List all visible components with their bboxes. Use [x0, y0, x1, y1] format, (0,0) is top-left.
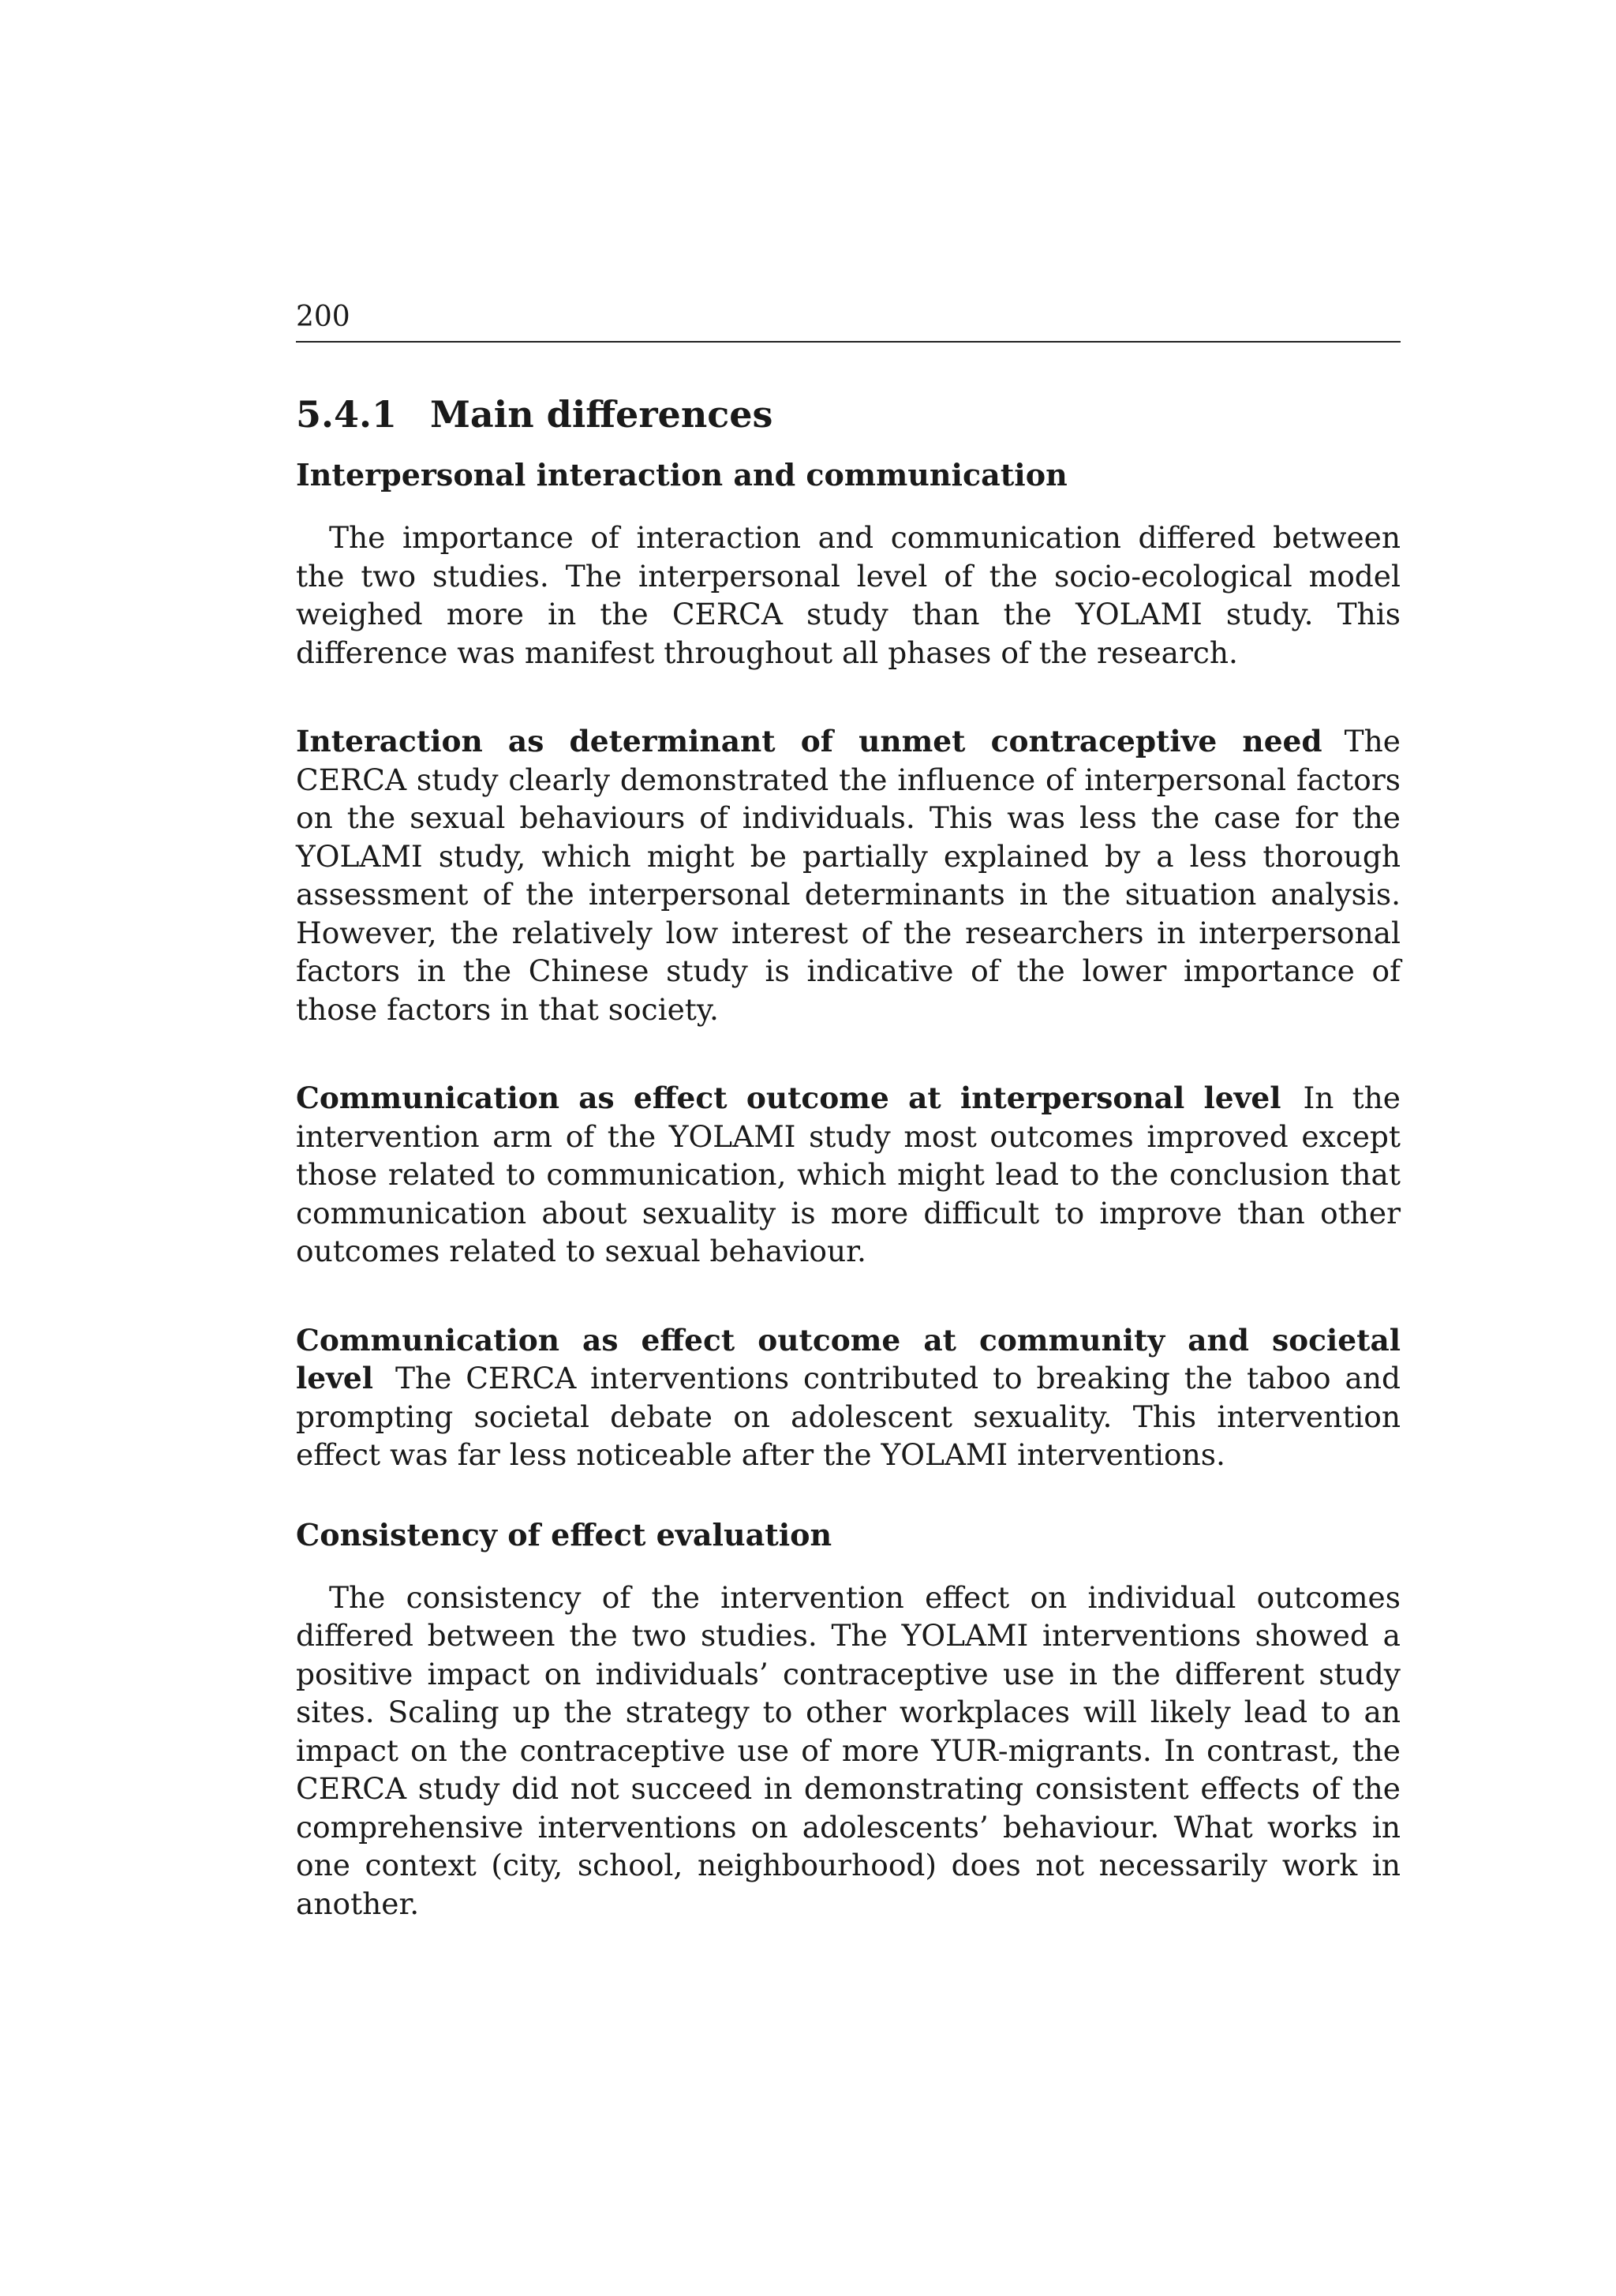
paragraph-text: The CERCA interventions contributed to breaking the taboo and prompting societal debate on adolescent sexuality. This intervention effect was far less noticeable after the YOLAMI interventions.: [296, 1361, 1401, 1472]
paragraph-unmet-need: [296, 722, 1401, 1028]
paragraph-heading: Communication as effect outcome at community and societal level: [296, 1322, 1401, 1395]
section-number: 5.4.1: [296, 393, 398, 436]
paragraph-consistency-intro: The consistency of the intervention effect on individual outcomes differed between the two studies. The YOLAMI interventions showed a positive impact on individuals’ contraceptive use in the different study sites. Scaling up the strategy to other workplaces will likely lead to an impact on the contraceptive use of more YUR-migrants. In contrast, the CERCA study did not succeed in demonstrating consistent effects of the comprehensive interventions on adolescents’ behaviour. What works in one context (city, school, neighbourhood) does not necessarily work in another.: [296, 1579, 1401, 1921]
section-heading: [296, 391, 1401, 438]
running-header: [296, 300, 1401, 343]
page-number: 200: [296, 301, 350, 333]
paragraph-heading: Interaction as determinant of unmet contraceptive need: [296, 724, 1322, 758]
paragraph-interaction-intro: The importance of interaction and communication differed between the two studies. The interpersonal level of the socio-ecological model weighed more in the CERCA study than the YOLAMI study. This difference was manifest throughout all phases of the research.: [296, 520, 1401, 670]
paragraph-text: In the intervention arm of the YOLAMI study most outcomes improved except those related to communication, which might lead to the conclusion that communication about sexuality is more difficult to improve than other outcomes related to sexual behaviour.: [296, 1081, 1401, 1268]
paragraph-interpersonal-outcome: [296, 1079, 1401, 1271]
paragraph-heading: Communication as effect outcome at interpersonal level: [296, 1081, 1281, 1115]
paragraph-community-outcome: [296, 1321, 1401, 1474]
paragraph-text: The CERCA study clearly demonstrated the influence of interpersonal factors on the sexual behaviours of individuals. This was less the case for the YOLAMI study, which might be partially explained by a less thorough assessment of the interpersonal determinants in the situation analysis. However, the relatively low interest of the researchers in interpersonal factors in the Chinese study is indicative of the lower importance of those factors in that society.: [296, 724, 1401, 1027]
section-title: Main differences: [430, 393, 773, 436]
page-body: [296, 391, 1401, 1923]
subsection-heading-interaction: Interpersonal interaction and communication: [296, 457, 1068, 493]
subsection-heading-consistency: Consistency of effect evaluation: [296, 1516, 832, 1553]
